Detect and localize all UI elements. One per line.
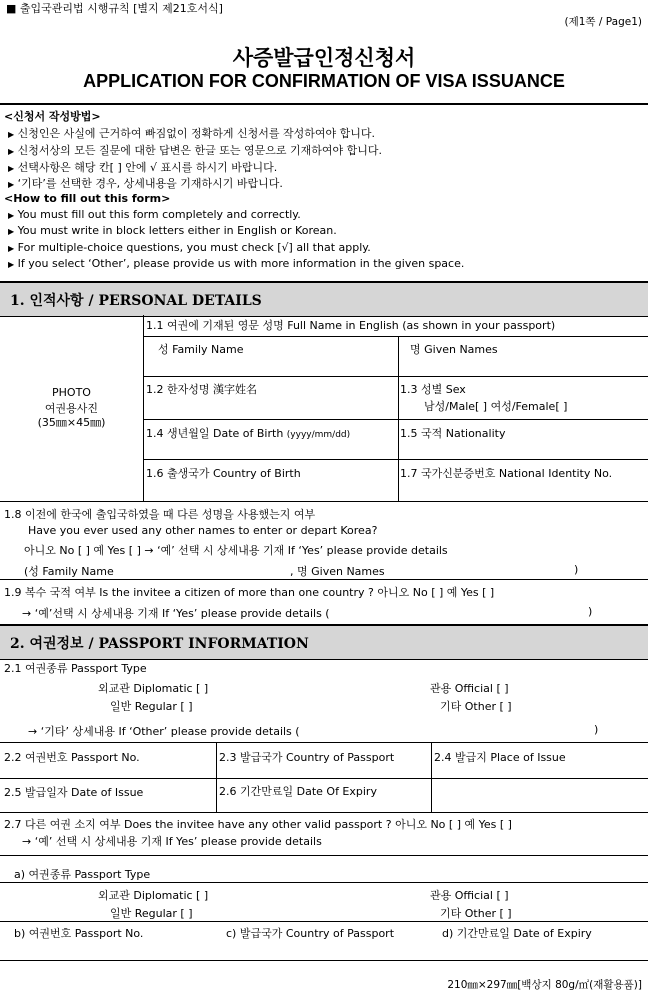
list-item: ▶ For multiple-choice questions, you must check [√] all that apply. — [8, 241, 371, 254]
triangle-bullet-icon: ▶ — [8, 180, 15, 189]
section-header-passport — [0, 624, 648, 660]
triangle-bullet-icon: ▶ — [8, 147, 15, 156]
triangle-bullet-icon: ▶ — [8, 164, 15, 173]
section-header-personal — [0, 281, 648, 317]
field-nationality[interactable]: 1.5 국적 Nationality — [400, 427, 506, 440]
sub-field-date-of-expiry[interactable]: d) 기간만료일 Date of Expiry — [442, 927, 592, 940]
field-label-passport-type: 2.1 여권종류 Passport Type — [4, 662, 147, 675]
checkbox-diplomatic[interactable]: 외교관 Diplomatic [ ] — [98, 682, 209, 695]
list-item: ▶ ‘기타’를 선택한 경우, 상세내용을 기재하시기 바랍니다. — [8, 177, 283, 190]
triangle-bullet-icon: ▶ — [8, 260, 15, 269]
sex-checkboxes[interactable]: 남성/Male[ ] 여성/Female[ ] — [424, 400, 568, 413]
field-multiple-citizenship[interactable]: 1.9 복수 국적 여부 Is the invitee a citizen of more than one country ? 아니오 No [ ] 예 Yes [ ] — [4, 586, 495, 599]
field-place-of-issue[interactable]: 2.4 발급지 Place of Issue — [434, 751, 566, 764]
closing-paren: ) — [594, 723, 599, 736]
list-item: ▶ 신청인은 사실에 근거하여 빠짐없이 정확하게 신청서를 작성하여야 합니다. — [8, 127, 376, 140]
triangle-bullet-icon: ▶ — [8, 227, 15, 236]
photo-label-ko: 여권용사진 — [44, 402, 99, 415]
other-family-name[interactable]: (성 Family Name — [24, 565, 114, 578]
triangle-bullet-icon: ▶ — [8, 130, 15, 139]
field-country-of-birth[interactable]: 1.6 출생국가 Country of Birth — [146, 467, 301, 480]
sub-checkbox-official[interactable]: 관용 Official [ ] — [430, 889, 509, 902]
list-item: ▶ 신청서상의 모든 질문에 대한 답변은 한글 또는 영문으로 기재하여야 합니다. — [8, 144, 383, 157]
law-reference: ■ 출입국관리법 시행규칙 [별지 제21호서식] — [6, 2, 223, 15]
checkbox-official[interactable]: 관용 Official [ ] — [430, 682, 509, 695]
other-passport-details: → ‘예’ 선택 시 상세내용 기재 If Yes’ please provide details — [22, 835, 322, 848]
field-family-name[interactable]: 성 Family Name — [158, 343, 244, 356]
sub-checkbox-diplomatic[interactable]: 외교관 Diplomatic [ ] — [98, 889, 209, 902]
field-given-names[interactable]: 명 Given Names — [410, 343, 498, 356]
sub-checkbox-other[interactable]: 기타 Other [ ] — [440, 907, 512, 920]
field-label-full-name: 1.1 여권에 기재된 영문 성명 Full Name in English (as shown in your passport) — [146, 319, 556, 332]
checkbox-regular[interactable]: 일반 Regular [ ] — [110, 700, 193, 713]
field-national-id[interactable]: 1.7 국가신분증번호 National Identity No. — [400, 467, 613, 480]
paper-spec: 210㎜×297㎜[백상지 80g/㎡(재활용품)] — [447, 979, 642, 991]
page-number: (제1쪽 / Page1) — [564, 16, 642, 28]
field-other-passport[interactable]: 2.7 다른 여권 소지 여부 Does the invitee have any other valid passport ? 아니오 No [ ] 예 Yes [ ] — [4, 818, 512, 831]
other-names-checkboxes[interactable]: 아니오 No [ ] 예 Yes [ ] → ‘예’ 선택 시 상세내용 기재 If ‘Yes’ please provide details — [24, 544, 448, 557]
list-item: ▶ You must fill out this form completely and correctly. — [8, 208, 301, 221]
field-date-of-issue[interactable]: 2.5 발급일자 Date of Issue — [4, 786, 144, 799]
section-title: 1. 인적사항 / PERSONAL DETAILS — [10, 293, 262, 309]
divider — [0, 103, 648, 105]
field-label-other-names: 1.8 이전에 한국에 출입국하였을 때 다른 성명을 사용했는지 여부 — [4, 508, 316, 521]
triangle-bullet-icon: ▶ — [8, 211, 15, 220]
list-item: ▶ 선택사항은 해당 칸[ ] 안에 √ 표시를 하시기 바랍니다. — [8, 161, 278, 174]
form-title-ko: 사증발급인정신청서 — [232, 46, 416, 70]
closing-paren: ) — [588, 605, 593, 618]
section-title: 2. 여권정보 / PASSPORT INFORMATION — [10, 636, 309, 652]
other-type-details[interactable]: → ‘기타’ 상세내용 If ‘Other’ please provide details ( — [28, 725, 300, 738]
list-item: ▶ You must write in block letters either in English or Korean. — [8, 224, 337, 237]
form-title-en: APPLICATION FOR CONFIRMATION OF VISA ISSUANCE — [83, 71, 565, 91]
field-label-sub-passport-type: a) 여권종류 Passport Type — [14, 868, 151, 881]
field-label-other-names-en: Have you ever used any other names to enter or depart Korea? — [28, 524, 378, 537]
instructions-heading-ko: <신청서 작성방법> — [4, 110, 101, 123]
other-given-names[interactable]: , 명 Given Names — [290, 565, 385, 578]
checkbox-other[interactable]: 기타 Other [ ] — [440, 700, 512, 713]
field-date-of-birth[interactable]: 1.4 생년월일 Date of Birth (yyyy/mm/dd) — [146, 427, 351, 440]
closing-paren: ) — [574, 563, 579, 576]
field-date-of-expiry[interactable]: 2.6 기간만료일 Date Of Expiry — [219, 785, 377, 798]
field-label-sex: 1.3 성별 Sex — [400, 383, 466, 396]
sub-checkbox-regular[interactable]: 일반 Regular [ ] — [110, 907, 193, 920]
multiple-citizenship-details[interactable]: → ‘예’선택 시 상세내용 기재 If ‘Yes’ please provide details ( — [22, 607, 330, 620]
field-passport-no[interactable]: 2.2 여권번호 Passport No. — [4, 751, 140, 764]
sub-field-country-of-passport[interactable]: c) 발급국가 Country of Passport — [226, 927, 395, 940]
field-chinese-name[interactable]: 1.2 한자성명 漢字姓名 — [146, 383, 257, 396]
sub-field-passport-no[interactable]: b) 여권번호 Passport No. — [14, 927, 144, 940]
instructions-heading-en: <How to fill out this form> — [4, 192, 171, 205]
photo-label: PHOTO — [52, 386, 91, 399]
triangle-bullet-icon: ▶ — [8, 244, 15, 253]
photo-size: (35㎜×45㎜) — [37, 416, 106, 429]
list-item: ▶ If you select ‘Other’, please provide us with more information in the given space. — [8, 257, 465, 270]
field-country-of-passport[interactable]: 2.3 발급국가 Country of Passport — [219, 751, 395, 764]
